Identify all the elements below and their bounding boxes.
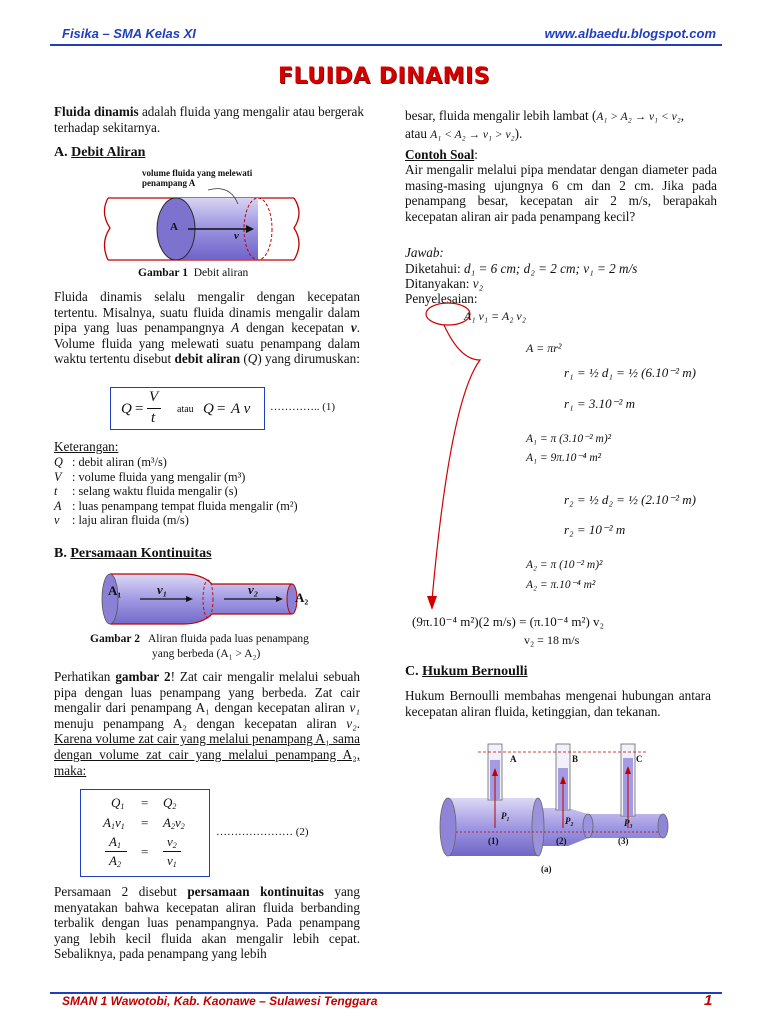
figure-1-caption: Gambar 1 Debit aliran xyxy=(138,267,249,279)
penyelesaian-label: Penyelesaian: xyxy=(405,291,478,306)
bernoulli-label-c: C xyxy=(636,754,643,764)
solution-a1-step2: A₁ = 9π.10⁻⁴ m² xyxy=(526,452,602,464)
solution-area-formula: A = πr² xyxy=(526,341,562,355)
keterangan-item: A : luas penampang tempat fluida mengalir (m²) xyxy=(54,498,298,513)
bernoulli-label-2: (2) xyxy=(556,836,567,846)
section-b-paragraph: Perhatikan gambar 2! Zat cair mengalir melalui sebuah pipa dengan luas penampang yang berbeda. Zat cair mengalir dari penampang A₁ dengan kecepatan aliran v₁ menuju penampang A₂ dengan kecepatan aliran v₂. Karena volume zat cair yang melalui penampang A₁ sama dengan volume zat cair yang melalui penampang A₂, maka: xyxy=(54,669,360,778)
section-a-paragraph: Fluida dinamis selalu mengalir dengan kecepatan tertentu. Misalnya, suatu fluida dinamis mengalir dalam pipa yang luas penampangnya A dengan kecepatan v. Volume fluida yang melewati suatu penampang dalam waktu tertentu disebut debit aliran (Q) yang dirumuskan: xyxy=(54,289,360,367)
figure-2-label-a2: A₂ xyxy=(295,590,309,605)
bernoulli-label-a: A xyxy=(510,754,517,764)
keterangan-title: Keterangan: xyxy=(54,439,119,454)
figure-2-label-v2: v₂ xyxy=(248,582,259,597)
bernoulli-label-p3: P₃ xyxy=(624,818,633,828)
solution-continuity-eq: A₁ v₁ = A₂ v₂ xyxy=(464,309,526,323)
figure-2-label-a1: A₁ xyxy=(108,583,122,598)
contoh-soal-text: Air mengalir melalui pipa mendatar dengan diameter pada masing-masing ujungnya 6 cm dan 2 cm. Jika pada penampang besar, kecepatan air 2 m/s, berapakah kecepatan aliran air pada penampang kecil? xyxy=(405,162,717,224)
equation-2: $Q_1$ = $Q_2$ $A_1v_1$ = $A_2v_2$ $A_1$ $A_2$ = $v_2$ $v_1$ xyxy=(103,795,185,869)
section-b-heading: B. Persamaan Kontinuitas xyxy=(54,546,212,561)
bernoulli-caption: (a) xyxy=(541,864,552,874)
keterangan-item: V : volume fluida yang mengalir (m³) xyxy=(54,469,246,484)
solution-final-eq: (9π.10⁻⁴ m²)(2 m/s) = (π.10⁻⁴ m²) v₂ xyxy=(412,614,605,629)
figure-2-kontinuitas xyxy=(100,570,322,628)
header-rule xyxy=(50,44,722,46)
solution-a2-step1: A₂ = π (10⁻² m)² xyxy=(526,559,603,571)
section-a-heading: A. Debit Aliran xyxy=(54,145,146,160)
continuity-paragraph: Persamaan 2 disebut persamaan kontinuitas yang menyatakan bahwa kecepatan aliran fluida berbanding terbalik dengan luas penampangnya. Pada penampang yang lebih kecil fluida akan mengalir lebih cepat. Sebaliknya, pada penampang yang lebih xyxy=(54,884,360,962)
bernoulli-label-p1: P₁ xyxy=(501,811,510,821)
bernoulli-label-1: (1) xyxy=(488,836,499,846)
right-continuation: besar, fluida mengalir lebih lambat (A₁ > A₂ → v₁ < v₂, atau A₁ < A₂ → v₁ > v₂). xyxy=(405,108,684,141)
bernoulli-label-p2: P₂ xyxy=(565,816,574,826)
keterangan-item: Q : debit aliran (m³/s) xyxy=(54,455,167,469)
contoh-soal-heading: Contoh Soal: xyxy=(405,147,478,162)
equation-1-number: ………….. (1) xyxy=(270,401,336,413)
header-subject: Fisika – SMA Kelas XI xyxy=(62,26,196,41)
solution-r2-step1: r₂ = ½ d₂ = ½ (2.10⁻² m) xyxy=(564,492,696,507)
figure-1-label-v: v xyxy=(234,230,239,242)
section-c-paragraph: Hukum Bernoulli membahas mengenai hubungan antara kecepatan aliran fluida, ketinggian, dan tekanan. xyxy=(405,688,711,719)
solution-a1-step1: A₁ = π (3.10⁻² m)² xyxy=(526,433,612,445)
diketahui: Diketahui: d₁ = 6 cm; d₂ = 2 cm; v₁ = 2 m/s xyxy=(405,261,638,276)
keterangan-item: v : laju aliran fluida (m/s) xyxy=(54,513,189,528)
equation-2-box xyxy=(80,789,210,877)
solution-answer: v₂ = 18 m/s xyxy=(524,633,580,647)
solution-r1-step2: r₁ = 3.10⁻² m xyxy=(564,396,635,411)
figure-2-label-v1: v₁ xyxy=(157,582,168,597)
equation-1-box: Q = V t atau Q = A v xyxy=(110,387,265,430)
figure-1-debit-aliran xyxy=(98,168,314,264)
equation-2-number: ………………… (2) xyxy=(216,826,309,838)
bernoulli-label-b: B xyxy=(572,754,579,764)
page-title: FLUIDA DINAMIS xyxy=(277,64,491,89)
footer-page-number: 1 xyxy=(704,992,713,1009)
keterangan-item: t : selang waktu fluida mengalir (s) xyxy=(54,484,238,499)
figure-1-note: volume fluida yang melewati penampang A xyxy=(142,168,253,188)
header-website: www.albaedu.blogspot.com xyxy=(544,26,716,41)
footer-school: SMAN 1 Wawotobi, Kab. Kaonawe – Sulawesi Tenggara xyxy=(62,994,378,1008)
figure-1-label-a: A xyxy=(170,221,178,233)
solution-a2-step2: A₂ = π.10⁻⁴ m² xyxy=(526,579,596,591)
figure-2-caption-line2: yang berbeda (A₁ > A₂) xyxy=(152,648,261,660)
intro-paragraph: Fluida dinamis adalah fluida yang mengalir atau bergerak terhadap sekitarnya. xyxy=(54,104,364,135)
keterangan-list xyxy=(54,455,298,528)
section-c-heading: C. Hukum Bernoulli xyxy=(405,664,528,679)
figure-bernoulli xyxy=(438,738,674,878)
figure-2-caption: Gambar 2 Aliran fluida pada luas penampang xyxy=(90,633,309,645)
bernoulli-label-3: (3) xyxy=(618,836,629,846)
solution-r1-step1: r₁ = ½ d₁ = ½ (6.10⁻² m) xyxy=(564,365,696,380)
ditanyakan: Ditanyakan: v₂ xyxy=(405,276,484,291)
jawab-label: Jawab: xyxy=(405,245,444,260)
solution-r2-step2: r₂ = 10⁻² m xyxy=(564,522,626,537)
